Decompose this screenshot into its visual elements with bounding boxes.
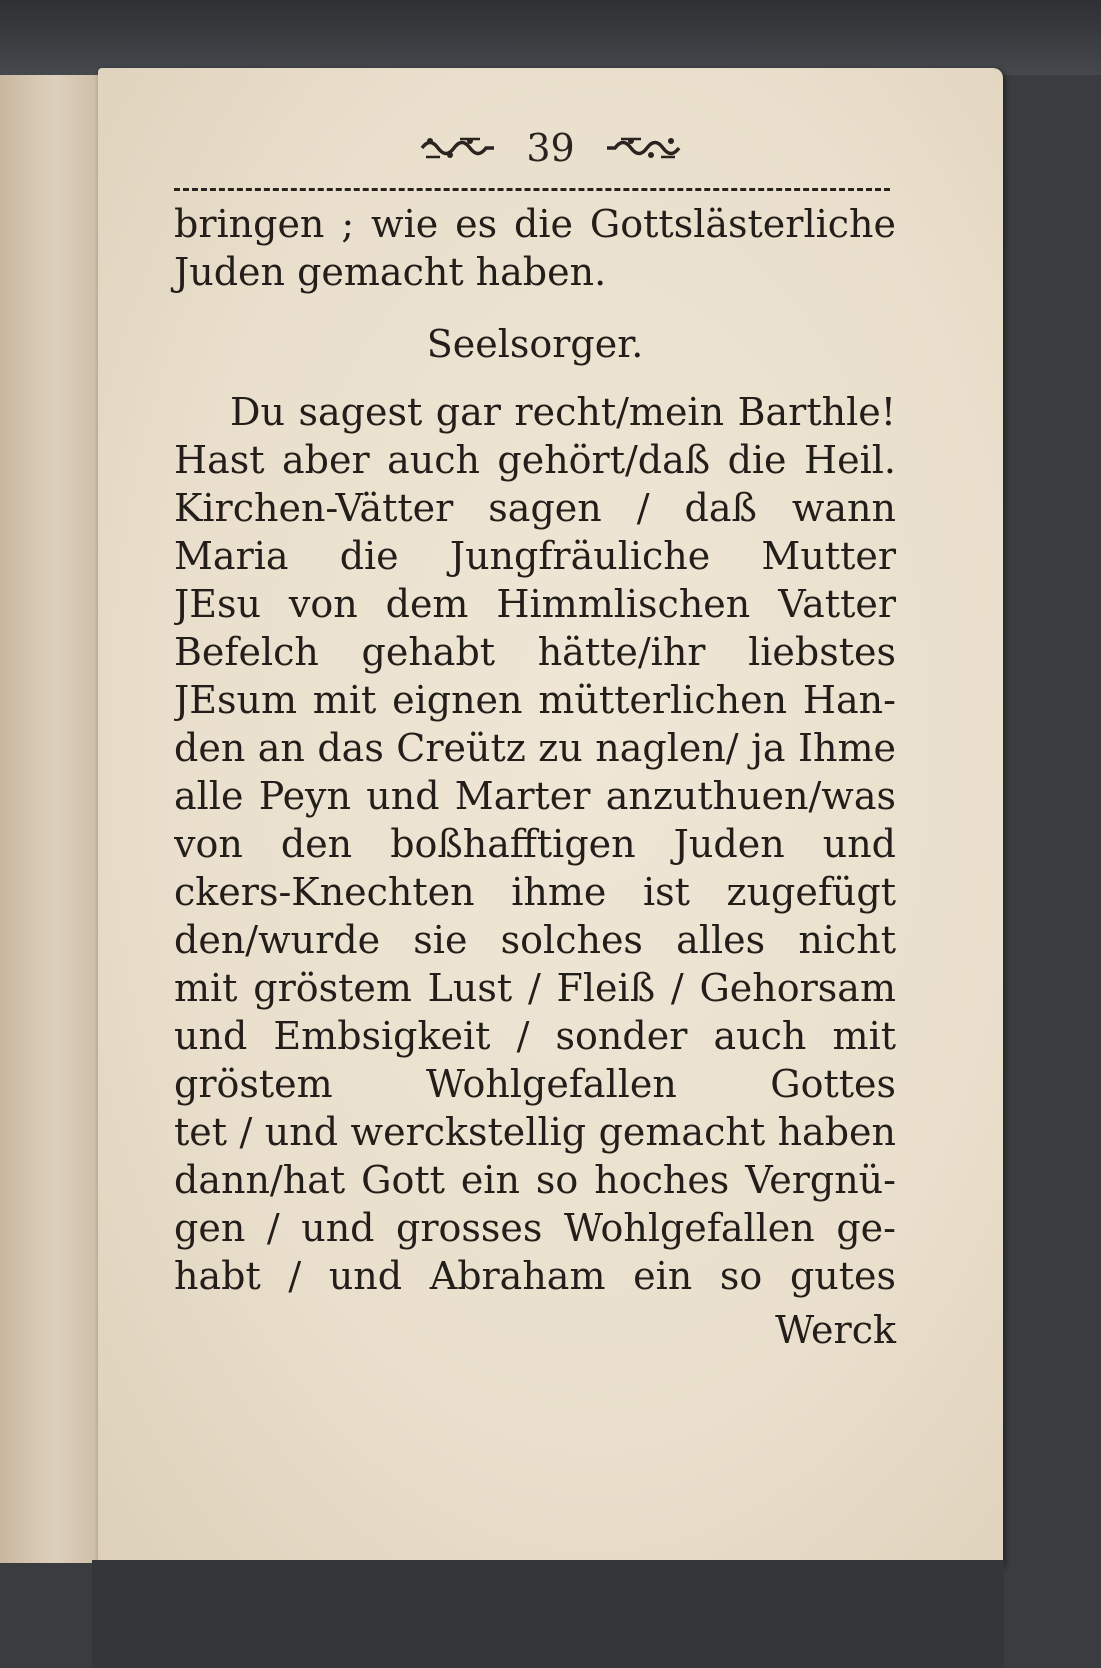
background-bottom bbox=[92, 1560, 1004, 1668]
facing-page-edge bbox=[0, 75, 102, 1563]
text-line: JEsu von dem Himmlischen Vatter bbox=[174, 582, 896, 626]
text-line: den/wurde sie solches alles nicht bbox=[174, 918, 896, 962]
text-line: von den boßhafftigen Juden und bbox=[174, 822, 896, 866]
body-text bbox=[174, 200, 896, 1354]
page-header bbox=[98, 120, 1003, 172]
book-page bbox=[98, 68, 1003, 1568]
text-line: Kirchen-Vätter sagen / daß wann bbox=[174, 486, 896, 530]
speaker-heading: Seelsorger. bbox=[426, 322, 644, 366]
text-line: und Embsigkeit / sonder auch mit bbox=[174, 1014, 896, 1058]
background bbox=[0, 0, 1101, 75]
text-line: Juden gemacht haben. bbox=[174, 250, 607, 294]
text-line: habt / und Abraham ein so gutes bbox=[174, 1254, 896, 1298]
text-line: gen / und grosses Wohlgefallen ge- bbox=[174, 1206, 896, 1250]
left-ornament-icon bbox=[420, 133, 496, 163]
text-line: Befelch gehabt hätte/ihr liebstes bbox=[174, 630, 896, 674]
text-line: Hast aber auch gehört/daß die Heil. bbox=[174, 438, 896, 482]
text-line: JEsum mit eignen mütterlichen Han- bbox=[174, 678, 896, 722]
page-number: 39 bbox=[526, 125, 575, 170]
text-line: dann/hat Gott ein so hoches Vergnü- bbox=[174, 1158, 896, 1202]
text-line: den an das Creütz zu naglen/ ja Ihme bbox=[174, 726, 896, 770]
text-line: tet / und werckstellig gemacht haben bbox=[174, 1110, 896, 1154]
text-line: mit gröstem Lust / Fleiß / Gehorsam bbox=[174, 966, 896, 1010]
catchword: Werck bbox=[775, 1308, 896, 1352]
text-line: alle Peyn und Marter anzuthuen/was bbox=[174, 774, 896, 818]
text-line: Maria die Jungfräuliche Mutter bbox=[174, 534, 896, 578]
text-line: bringen ; wie es die Gottslästerliche bbox=[174, 202, 896, 246]
text-line: Du sagest gar recht/mein Barthle! bbox=[230, 390, 896, 434]
text-line: ckers-Knechten ihme ist zugefügt bbox=[174, 870, 896, 914]
right-ornament-icon bbox=[605, 133, 681, 163]
text-line: gröstem Wohlgefallen Gottes bbox=[174, 1062, 896, 1106]
header-rule bbox=[174, 188, 890, 191]
